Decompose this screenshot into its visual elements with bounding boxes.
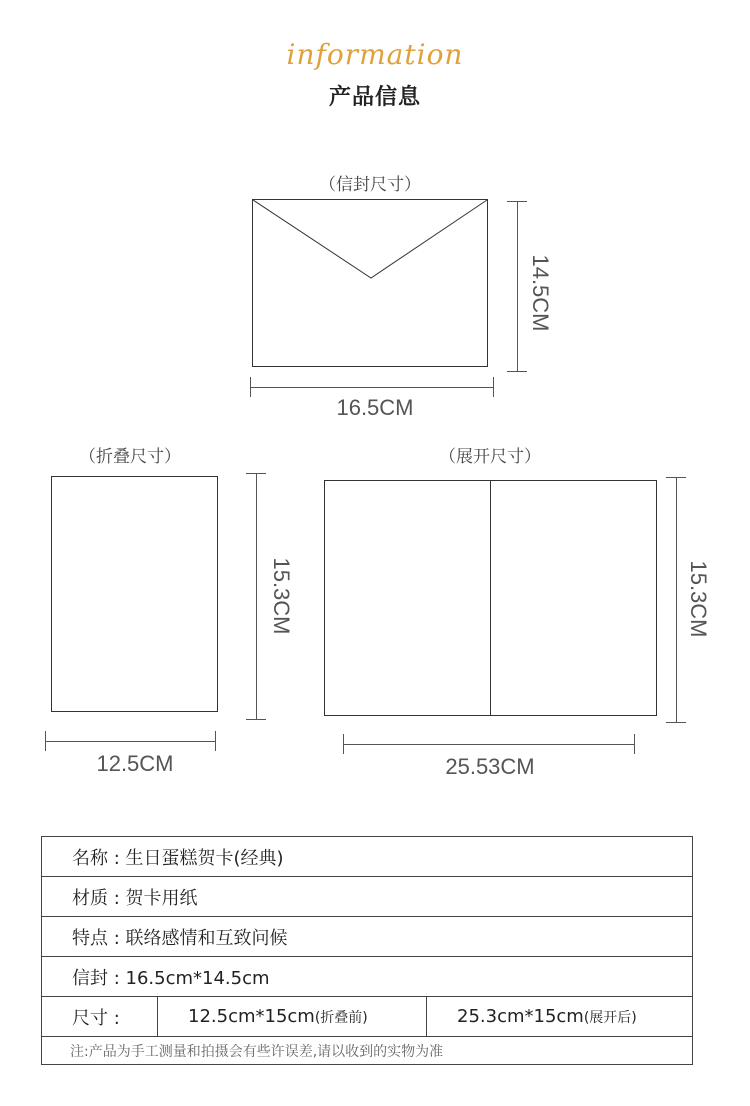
envelope-size-label: （信封尺寸）: [319, 175, 421, 195]
folded-size-label: （折叠尺寸）: [79, 447, 181, 467]
spec-row-name: [42, 837, 693, 877]
unfolded-width-value: 25.53CM: [445, 754, 535, 779]
spec-material: 材质 : 贺卡用纸: [42, 877, 693, 917]
envelope-height-tick-top: [507, 201, 527, 202]
folded-height-tick-bottom: [246, 719, 266, 720]
spec-feature: 特点 : 联络感情和互致问候: [42, 917, 693, 957]
spec-name: 名称 : 生日蛋糕贺卡(经典): [42, 837, 693, 877]
spec-row-note: [42, 1037, 693, 1065]
unfolded-width-line: [343, 744, 635, 745]
folded-width-value: 12.5CM: [96, 751, 174, 776]
unfolded-height-value: 15.3CM: [686, 560, 711, 638]
envelope-height-tick-bottom: [507, 371, 527, 372]
spec-size-unfolded-value: 25.3cm*15cm: [457, 1006, 584, 1027]
folded-width-tick-left: [45, 731, 46, 751]
spec-note: 注:产品为手工测量和拍摄会有些许误差,请以收到的实物为准: [42, 1037, 693, 1065]
spec-size-label: 尺寸 :: [42, 997, 158, 1037]
unfolded-height-line: [676, 477, 677, 722]
unfolded-width-tick-left: [343, 734, 344, 754]
script-title: information: [286, 38, 464, 71]
folded-card-outline: [51, 476, 218, 712]
spec-row-envelope: [42, 957, 693, 997]
envelope-outline: [252, 199, 488, 367]
page-title: 产品信息: [328, 85, 421, 110]
folded-width-line: [45, 741, 216, 742]
spec-table: [41, 836, 693, 1065]
spec-size-folded-note: (折叠前): [314, 1010, 368, 1026]
unfolded-height-tick-top: [666, 477, 686, 478]
envelope-width-tick-left: [250, 377, 251, 397]
envelope-width-tick-right: [493, 377, 494, 397]
spec-row-feature: [42, 917, 693, 957]
envelope-height-line: [517, 201, 518, 371]
envelope-width-line: [250, 387, 494, 388]
folded-height-line: [256, 473, 257, 719]
envelope-width-value: 16.5CM: [336, 395, 414, 420]
spec-size-folded-value: 12.5cm*15cm: [188, 1006, 315, 1027]
unfolded-width-tick-right: [634, 734, 635, 754]
spec-size-folded: [158, 997, 427, 1037]
folded-width-tick-right: [215, 731, 216, 751]
spec-envelope: 信封 : 16.5cm*14.5cm: [42, 957, 693, 997]
spec-size-unfolded: [427, 997, 693, 1037]
envelope-height-value: 14.5CM: [528, 254, 553, 332]
spec-row-size: [42, 997, 693, 1037]
unfolded-fold-line: [490, 480, 491, 716]
spec-row-material: [42, 877, 693, 917]
envelope-flap: [252, 199, 488, 367]
spec-size-unfolded-note: (展开后): [583, 1010, 637, 1026]
unfolded-height-tick-bottom: [666, 722, 686, 723]
folded-height-tick-top: [246, 473, 266, 474]
unfolded-size-label: （展开尺寸）: [439, 447, 541, 467]
folded-height-value: 15.3CM: [269, 557, 294, 635]
